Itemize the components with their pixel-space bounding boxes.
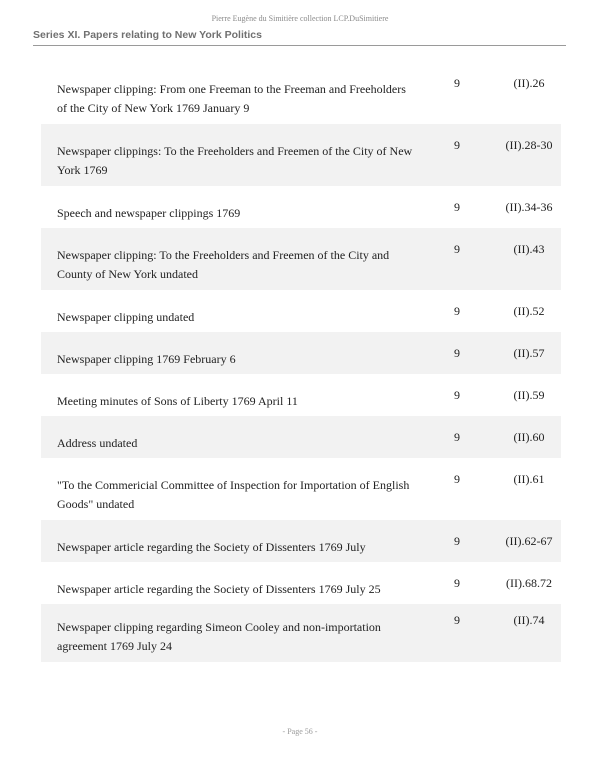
item-folder: (II).62-67 bbox=[505, 534, 553, 548]
running-header: Pierre Eugène du Simitière collection LCP.DuSimitiere bbox=[211, 14, 389, 23]
list-item bbox=[41, 62, 561, 124]
item-description: Speech and newspaper clippings 1769 bbox=[57, 206, 241, 220]
item-description: Newspaper clipping: To the Freeholders and Freemen of the City and County of New York undated bbox=[57, 248, 390, 281]
list-item bbox=[41, 604, 561, 662]
item-description: "To the Commericial Committee of Inspection for Importation of English Goods" undated bbox=[57, 478, 410, 511]
list-item bbox=[41, 374, 561, 416]
item-box: 9 bbox=[454, 534, 460, 548]
page-number: - Page 56 - bbox=[282, 727, 318, 736]
item-folder: (II).57 bbox=[513, 346, 545, 360]
header-divider bbox=[33, 45, 566, 46]
item-folder: (II).74 bbox=[513, 613, 545, 627]
list-item bbox=[41, 458, 561, 520]
item-folder: (II).60 bbox=[513, 430, 545, 444]
list-item bbox=[41, 228, 561, 290]
item-description: Newspaper article regarding the Society of Dissenters 1769 July bbox=[57, 540, 366, 554]
list-item bbox=[41, 520, 561, 562]
series-title: Series XI. Papers relating to New York Politics bbox=[33, 29, 262, 41]
item-box: 9 bbox=[454, 346, 460, 360]
item-description: Newspaper clipping: From one Freeman to the Freeman and Freeholders of the City of New York 1769 January 9 bbox=[57, 82, 406, 115]
item-box: 9 bbox=[454, 200, 460, 214]
item-folder: (II).28-30 bbox=[505, 138, 553, 152]
list-item bbox=[41, 186, 561, 228]
item-folder: (II).34-36 bbox=[505, 200, 553, 214]
item-box: 9 bbox=[454, 242, 460, 256]
item-box: 9 bbox=[454, 576, 460, 590]
item-box: 9 bbox=[454, 304, 460, 318]
list-item bbox=[41, 124, 561, 186]
item-box: 9 bbox=[454, 613, 460, 627]
item-box: 9 bbox=[454, 472, 460, 486]
item-folder: (II).68.72 bbox=[506, 576, 552, 590]
list-item bbox=[41, 290, 561, 332]
item-description: Newspaper clipping undated bbox=[57, 310, 195, 324]
item-folder: (II).52 bbox=[513, 304, 545, 318]
item-description: Newspaper clippings: To the Freeholders and Freemen of the City of New York 1769 bbox=[57, 144, 413, 177]
item-description: Newspaper article regarding the Society of Dissenters 1769 July 25 bbox=[57, 582, 381, 596]
item-description: Newspaper clipping 1769 February 6 bbox=[57, 352, 236, 366]
list-item bbox=[41, 416, 561, 458]
item-description: Newspaper clipping regarding Simeon Cooley and non-importation agreement 1769 July 24 bbox=[57, 620, 381, 653]
item-folder: (II).43 bbox=[513, 242, 545, 256]
item-folder: (II).61 bbox=[513, 472, 545, 486]
list-item bbox=[41, 562, 561, 604]
item-box: 9 bbox=[454, 388, 460, 402]
item-folder: (II).26 bbox=[513, 76, 545, 90]
item-box: 9 bbox=[454, 76, 460, 90]
list-item bbox=[41, 332, 561, 374]
item-box: 9 bbox=[454, 430, 460, 444]
item-box: 9 bbox=[454, 138, 460, 152]
item-description: Address undated bbox=[57, 436, 138, 450]
item-folder: (II).59 bbox=[513, 388, 545, 402]
item-description: Meeting minutes of Sons of Liberty 1769 April 11 bbox=[57, 394, 298, 408]
container-list bbox=[41, 62, 561, 662]
